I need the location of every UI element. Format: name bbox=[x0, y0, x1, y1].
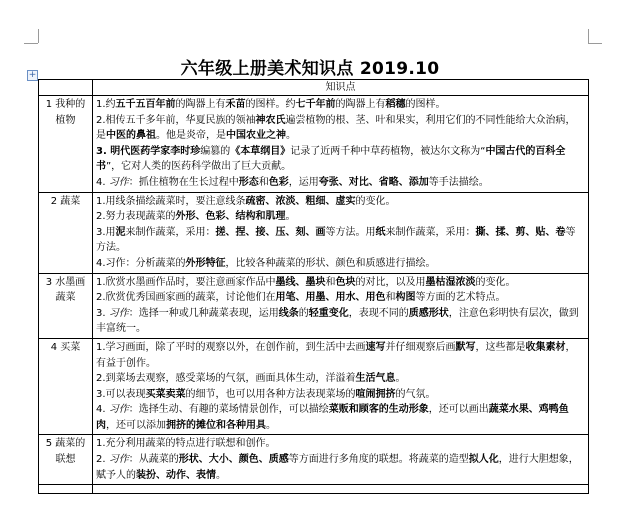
text-segment: 习作 bbox=[108, 404, 129, 416]
text-segment: ：抓住植物在生长过程中 bbox=[128, 176, 239, 188]
text-segment: ，有益于创作。 bbox=[96, 341, 576, 369]
knowledge-point-line bbox=[96, 402, 585, 433]
text-segment: 撕、揉、剪、贴、卷 bbox=[475, 226, 566, 238]
text-segment: 。 bbox=[285, 211, 296, 223]
topic-cell-continued bbox=[39, 485, 93, 494]
topic-cell: 3 水墨画蔬菜 bbox=[39, 273, 93, 338]
text-segment: 。 bbox=[266, 419, 276, 431]
table-move-handle-icon[interactable]: + bbox=[28, 70, 37, 80]
text-segment: 买菜卖菜 bbox=[145, 388, 186, 400]
crop-mark-top-right-v bbox=[588, 29, 589, 43]
text-segment: ，表现不同的 bbox=[348, 307, 409, 319]
text-segment: 等方法。 bbox=[96, 226, 576, 254]
knowledge-point-line bbox=[96, 256, 585, 272]
text-segment: 的陶器上有 bbox=[335, 99, 386, 110]
text-segment: 来制作蔬菜，采用： bbox=[125, 226, 216, 238]
text-segment: 神农氏 bbox=[255, 114, 286, 126]
knowledge-point-line bbox=[96, 175, 585, 191]
knowledge-point-line bbox=[96, 275, 585, 291]
content-cell bbox=[93, 338, 589, 435]
text-segment: 构图 bbox=[395, 292, 416, 304]
text-segment: 3.可以表现 bbox=[96, 388, 146, 400]
text-segment: 形态 bbox=[238, 176, 259, 188]
header-knowledge-points: 知识点 bbox=[93, 80, 589, 96]
text-segment: ：选择生动、有趣的菜场情景创作，可以描绘 bbox=[128, 404, 329, 416]
text-segment: 和 bbox=[325, 276, 336, 288]
text-segment: 2. bbox=[96, 454, 109, 466]
text-segment: 装扮、动作、表情 bbox=[136, 469, 216, 481]
text-segment: 生活气息 bbox=[355, 373, 396, 385]
text-segment: 墨枯湿浓淡 bbox=[425, 276, 476, 288]
text-segment: 中医的鼻祖 bbox=[106, 130, 156, 142]
text-segment: 的变化。 bbox=[355, 195, 396, 207]
text-segment: 收集素材 bbox=[525, 341, 566, 353]
text-segment: 五千五百年前 bbox=[115, 99, 176, 110]
text-segment: 来制作蔬菜，采用： bbox=[385, 226, 476, 238]
table-row bbox=[39, 435, 589, 485]
text-segment: ，运用 bbox=[288, 176, 319, 188]
text-segment: 习作 bbox=[108, 176, 129, 188]
text-segment: 2.努力表现蔬菜的 bbox=[96, 211, 176, 223]
text-segment: 的 bbox=[298, 307, 309, 319]
text-segment: 4. bbox=[96, 176, 109, 188]
knowledge-point-line bbox=[96, 387, 585, 403]
text-segment: 搓、捏、接、压、刻、画 bbox=[215, 226, 326, 238]
table-body bbox=[39, 96, 589, 494]
text-segment: ，这些都是 bbox=[475, 341, 526, 353]
text-segment: 的图样。约 bbox=[245, 99, 296, 110]
text-segment: 习作 bbox=[108, 307, 129, 319]
table-row bbox=[39, 338, 589, 435]
text-segment: 泥 bbox=[115, 226, 126, 238]
knowledge-point-line bbox=[96, 371, 585, 387]
text-segment: 3. bbox=[96, 307, 109, 319]
text-segment: 拟人化 bbox=[468, 454, 499, 466]
text-segment: 疏密、浓淡、粗细、虚实 bbox=[245, 195, 356, 207]
text-segment: 纸 bbox=[375, 226, 386, 238]
content-cell bbox=[93, 96, 589, 193]
knowledge-points-table bbox=[38, 79, 589, 494]
text-segment: 外形特征 bbox=[185, 257, 226, 269]
text-segment: 等方面进行多角度的联想。将蔬菜的造型 bbox=[288, 454, 469, 466]
text-segment: 菜贩和顾客的生动形象 bbox=[328, 404, 429, 416]
table-row bbox=[39, 192, 589, 273]
text-segment: 。 bbox=[216, 469, 226, 481]
text-segment: 喧闹拥挤 bbox=[355, 388, 396, 400]
text-segment: 和 bbox=[385, 292, 396, 304]
topic-cell: 4 买菜 bbox=[39, 338, 93, 435]
text-segment: 线条 bbox=[278, 307, 299, 319]
text-segment: ”，它对人类的医药科学做出了巨大贡献。 bbox=[106, 161, 292, 173]
content-cell bbox=[93, 435, 589, 485]
text-segment: 的变化。 bbox=[475, 276, 516, 288]
text-segment: 中国古代的百科全书 bbox=[96, 145, 566, 173]
content-cell bbox=[93, 192, 589, 273]
text-segment: 1.充分利用蔬菜的特点进行联想和创作。 bbox=[96, 438, 276, 450]
knowledge-point-line bbox=[96, 194, 585, 210]
text-segment: 习作 bbox=[108, 454, 129, 466]
topic-cell: 5 蔬菜的联想 bbox=[39, 435, 93, 485]
text-segment: 色块 bbox=[335, 276, 356, 288]
text-segment: 3.用 bbox=[96, 226, 116, 238]
text-segment: 。 bbox=[286, 130, 296, 142]
text-segment: 质感形状 bbox=[408, 307, 449, 319]
text-segment: 速写 bbox=[365, 341, 386, 353]
text-segment: 1.欣赏水墨画作品时，要注意画家作品中 bbox=[96, 276, 276, 288]
text-segment: 2.欣赏优秀国画家画的蔬菜，讨论他们在 bbox=[96, 292, 276, 304]
knowledge-point-line bbox=[96, 144, 585, 175]
table-header-row bbox=[39, 80, 589, 96]
text-segment: 等方法。用 bbox=[325, 226, 376, 238]
text-segment: ，比较各种蔬菜的形状、颜色和质感进行描绘。 bbox=[225, 257, 436, 269]
text-segment: 3. 明代医药学家李时珍 bbox=[96, 145, 201, 157]
text-segment: 蔬菜水果、鸡鸭鱼肉 bbox=[96, 404, 569, 431]
knowledge-point-line bbox=[96, 340, 585, 371]
text-segment: 形状、大小、颜色、质感 bbox=[178, 454, 289, 466]
knowledge-point-line bbox=[96, 113, 585, 144]
text-segment: 2.到菜场去观察，感受菜场的气氛，画面具体生动，洋溢着 bbox=[96, 373, 356, 385]
text-segment: 等方面的艺术特点。 bbox=[415, 292, 506, 304]
text-segment: 。 bbox=[395, 373, 406, 385]
text-segment: 墨线、墨块 bbox=[275, 276, 326, 288]
knowledge-point-line bbox=[96, 452, 585, 483]
text-segment: 用笔、用墨、用水、用色 bbox=[275, 292, 386, 304]
text-segment: 拥挤的摊位和各种用具 bbox=[166, 419, 266, 431]
text-segment: ，还可以添加 bbox=[106, 419, 166, 431]
table-row-continued bbox=[39, 485, 589, 494]
text-segment: ：从蔬菜的 bbox=[128, 454, 179, 466]
text-segment: 的陶器上有 bbox=[175, 99, 226, 110]
knowledge-point-line bbox=[96, 97, 585, 113]
knowledge-point-line bbox=[96, 290, 585, 306]
text-segment: ，注意色彩明快有层次，做到丰富统一。 bbox=[96, 307, 579, 335]
text-segment: ：选择一种或几种蔬菜表现，运用 bbox=[128, 307, 279, 319]
text-segment: 的气氛。 bbox=[395, 388, 436, 400]
text-segment: 默写 bbox=[455, 341, 476, 353]
text-segment: 色彩 bbox=[268, 176, 289, 188]
text-segment: 的对比，以及用 bbox=[355, 276, 426, 288]
text-segment: 轻重变化 bbox=[308, 307, 349, 319]
text-segment: 记录了近两千种中草药植物，被达尔文称为“ bbox=[290, 145, 486, 157]
crop-mark-top-left-v bbox=[38, 29, 39, 43]
crop-mark-top-right-h bbox=[588, 43, 602, 44]
text-segment: 外形、色彩、结构和肌理 bbox=[175, 211, 286, 223]
text-segment: 1.约 bbox=[96, 99, 116, 110]
text-segment: 禾苗 bbox=[225, 99, 246, 110]
text-segment: 中国农业之神 bbox=[226, 130, 286, 142]
knowledge-point-line bbox=[96, 209, 585, 225]
header-blank-cell bbox=[39, 80, 93, 96]
text-segment: 编篡的 bbox=[200, 145, 231, 157]
text-segment: 1.用线条描绘蔬菜时，要注意线条 bbox=[96, 195, 246, 207]
text-segment: 1.学习画面，除了平时的观察以外，在创作前，到生活中去画 bbox=[96, 341, 366, 353]
knowledge-point-line bbox=[96, 306, 585, 337]
document-title: 六年级上册美术知识点 2019.10 bbox=[180, 59, 440, 79]
text-segment: 《本草纲目》 bbox=[230, 145, 291, 157]
text-segment: 4.习作：分析蔬菜的 bbox=[96, 257, 186, 269]
knowledge-point-line bbox=[96, 225, 585, 256]
text-segment: ，还可以画出 bbox=[428, 404, 489, 416]
text-segment: 等手法描绘。 bbox=[428, 176, 489, 188]
text-segment: 的图样。 bbox=[405, 99, 446, 110]
table-row bbox=[39, 96, 589, 193]
table-row bbox=[39, 273, 589, 338]
content-cell bbox=[93, 273, 589, 338]
text-segment: 遍尝植物的根、茎、叶和果实，利用它们的不同性能给大众治病，是 bbox=[96, 114, 576, 142]
text-segment: 和 bbox=[258, 176, 269, 188]
text-segment: 夸张、对比、省略、添加 bbox=[318, 176, 429, 188]
crop-mark-top-left-h bbox=[24, 43, 38, 44]
knowledge-point-line bbox=[96, 436, 585, 452]
text-segment: 4. bbox=[96, 404, 109, 416]
text-segment: 2.相传五千多年前，华夏民族的领袖 bbox=[96, 114, 256, 126]
topic-cell: 2 蔬菜 bbox=[39, 192, 93, 273]
topic-cell: 1 我种的植物 bbox=[39, 96, 93, 193]
text-segment: 七千年前 bbox=[295, 99, 336, 110]
text-segment: ，进行大胆想象，赋予人的 bbox=[96, 454, 579, 481]
text-segment: 。他是炎帝，是 bbox=[156, 130, 226, 142]
text-segment: 的细节，也可以用各种方法表现菜场的 bbox=[185, 388, 356, 400]
text-segment: 并仔细观察后画 bbox=[385, 341, 456, 353]
text-segment: 稻穗 bbox=[385, 99, 406, 110]
content-cell-continued bbox=[93, 485, 589, 494]
